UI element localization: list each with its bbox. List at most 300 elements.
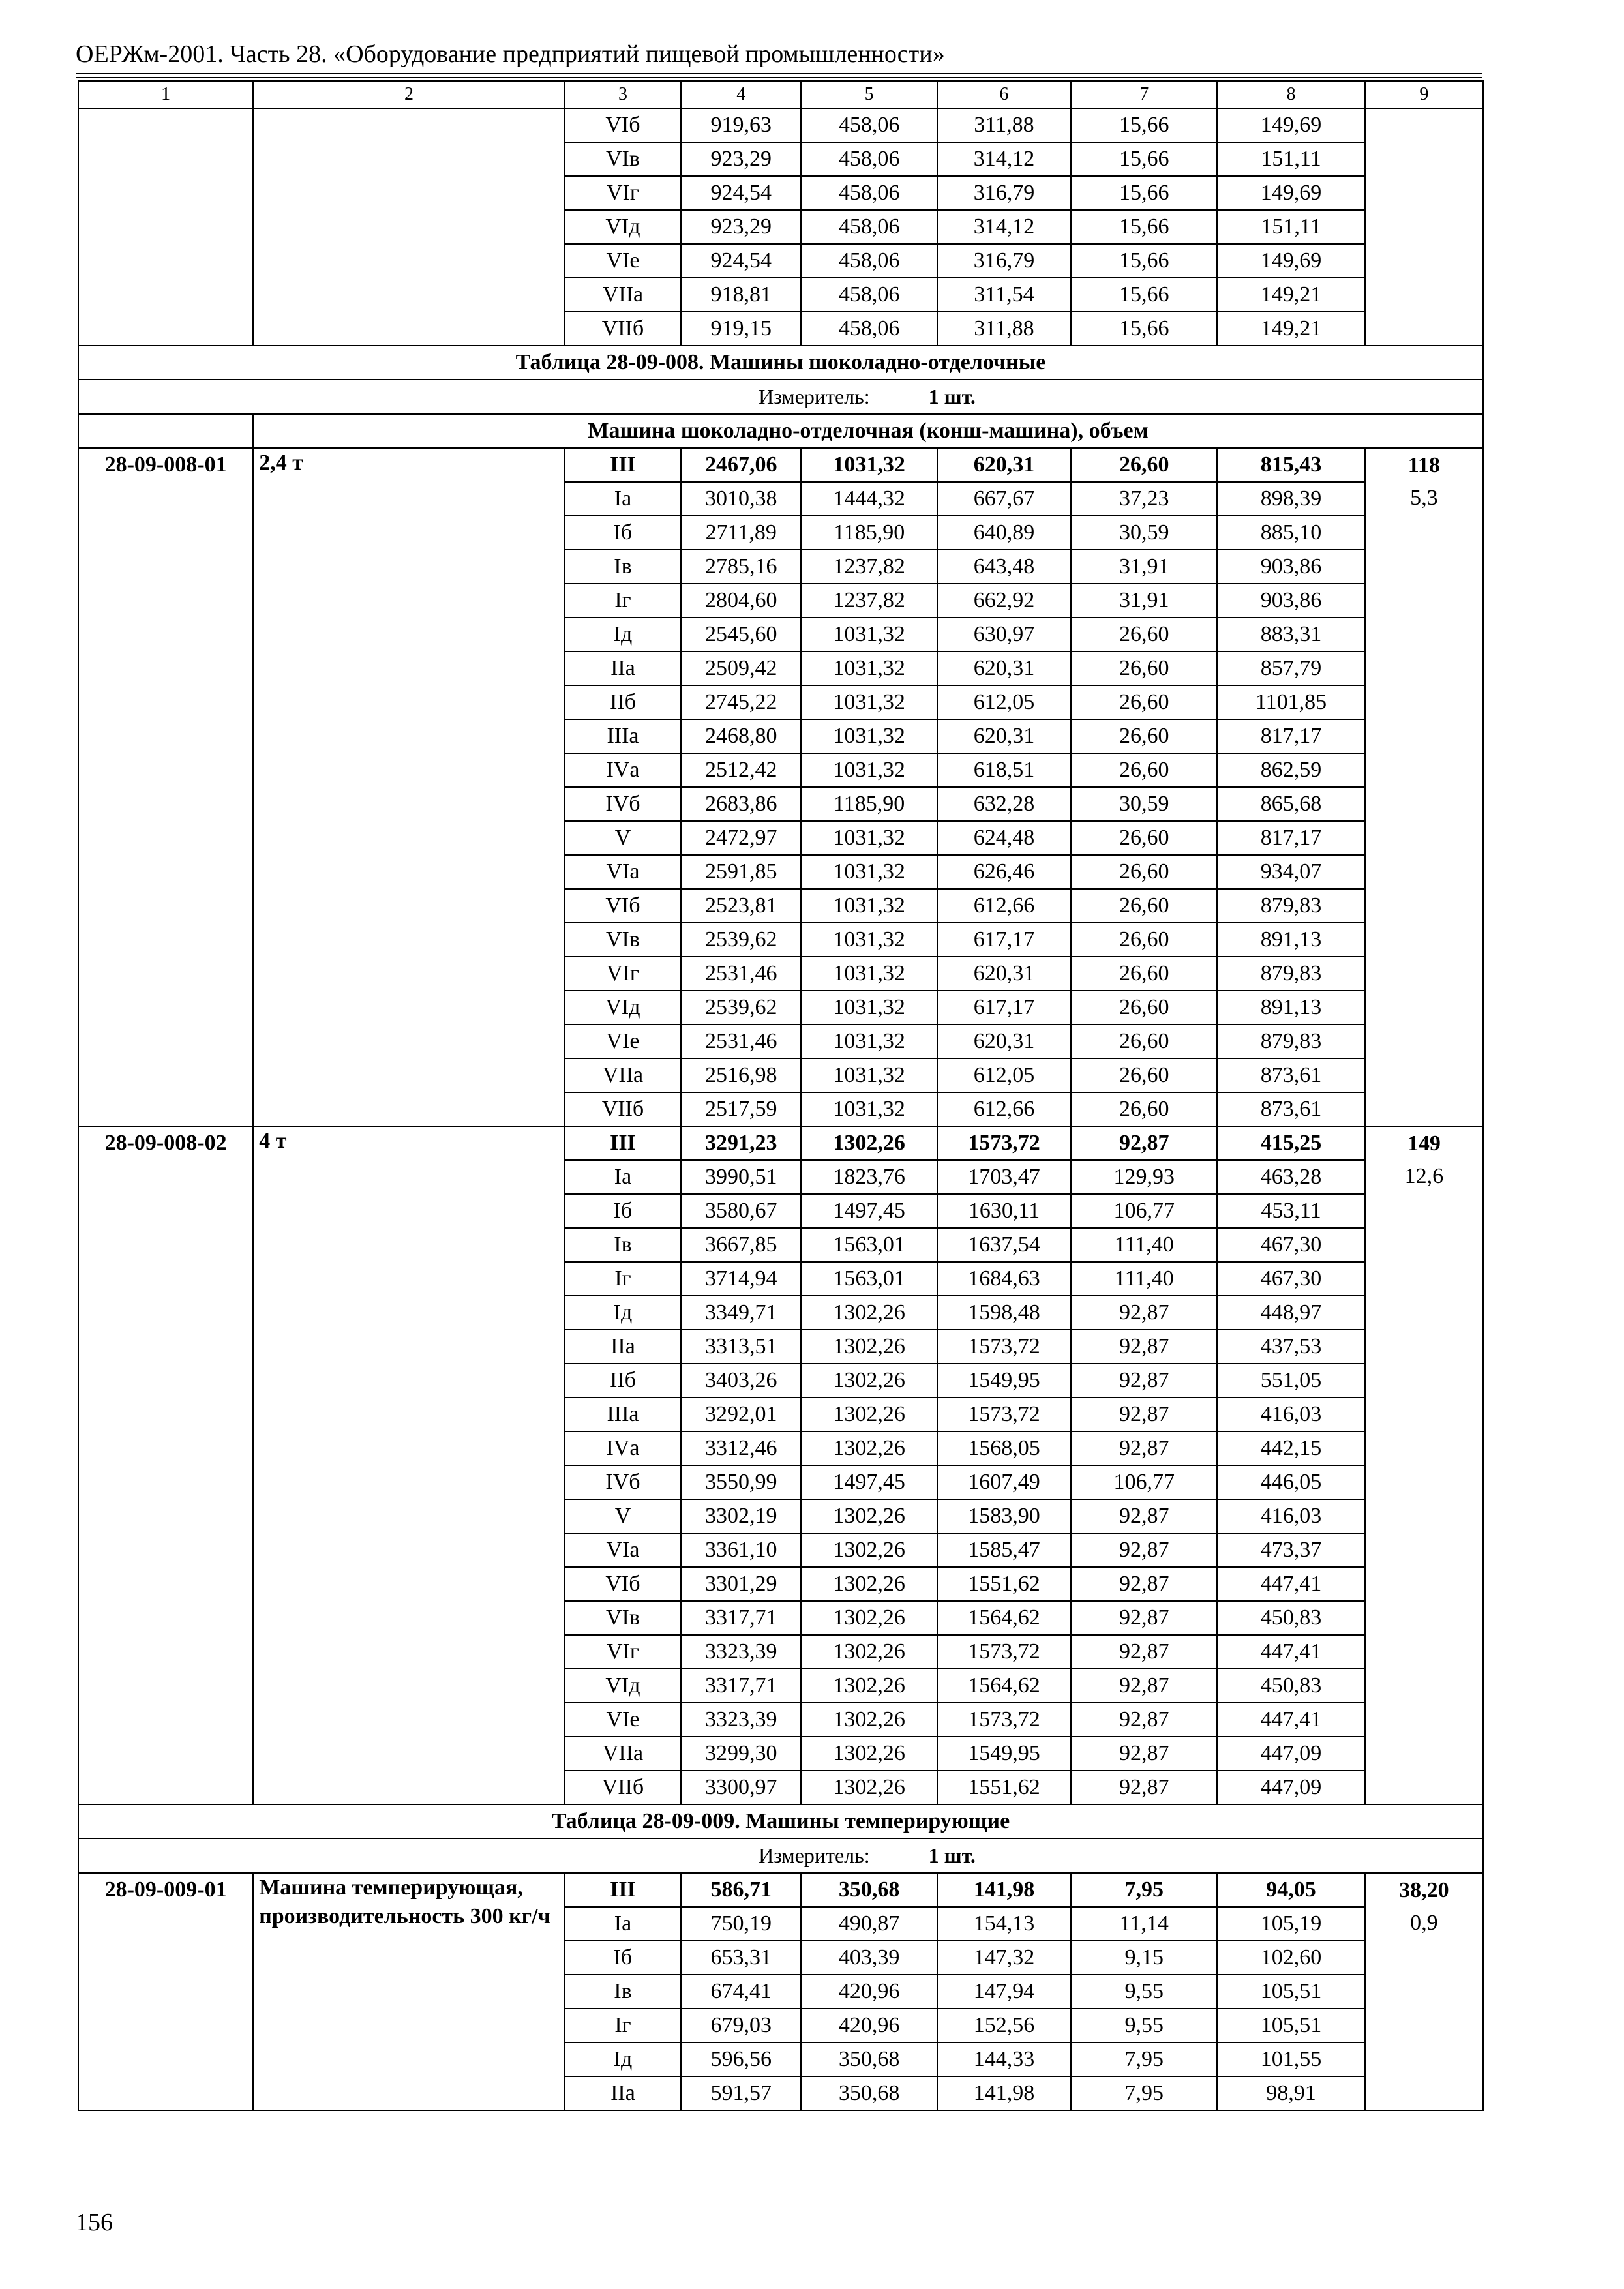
table-row	[78, 1126, 1483, 1160]
region-cell: Iд	[565, 618, 681, 651]
value-cell: 314,12	[937, 142, 1071, 176]
region-cell: VIIб	[565, 1092, 681, 1126]
value-cell: 1185,90	[801, 787, 937, 821]
value-cell: 1563,01	[801, 1228, 937, 1262]
value-cell: 26,60	[1071, 685, 1217, 719]
value-cell: 111,40	[1071, 1262, 1217, 1296]
value-cell: 92,87	[1071, 1635, 1217, 1669]
value-cell: 98,91	[1217, 2076, 1364, 2110]
value-cell: 591,57	[681, 2076, 801, 2110]
value-cell: 640,89	[937, 516, 1071, 550]
table-title-row	[78, 346, 1483, 380]
value-cell: 106,77	[1071, 1194, 1217, 1228]
value-cell: 1302,26	[801, 1126, 937, 1160]
value-cell: 15,66	[1071, 142, 1217, 176]
value-cell: 750,19	[681, 1907, 801, 1941]
value-cell: 1031,32	[801, 719, 937, 753]
value-cell: 923,29	[681, 142, 801, 176]
value-cell: 26,60	[1071, 1025, 1217, 1058]
value-cell: 9,55	[1071, 1975, 1217, 2009]
value-cell: 448,97	[1217, 1296, 1364, 1330]
region-cell: VIг	[565, 957, 681, 991]
measure-value: 1 шт.	[928, 1844, 976, 1867]
value-cell: 643,48	[937, 550, 1071, 584]
value-cell: 1563,01	[801, 1262, 937, 1296]
region-cell: VIе	[565, 1025, 681, 1058]
value-cell: 149,69	[1217, 244, 1364, 278]
value-cell: 467,30	[1217, 1262, 1364, 1296]
value-cell: 3317,71	[681, 1669, 801, 1703]
value-cell: 1703,47	[937, 1160, 1071, 1194]
value-cell: 473,37	[1217, 1533, 1364, 1567]
value-cell: 420,96	[801, 1975, 937, 2009]
value-cell: 7,95	[1071, 1873, 1217, 1907]
table-title: Таблица 28-09-009. Машины темперирующие	[78, 1804, 1483, 1838]
value-cell: 350,68	[801, 1873, 937, 1907]
value-cell: 3667,85	[681, 1228, 801, 1262]
value-cell: 3313,51	[681, 1330, 801, 1364]
value-cell: 1031,32	[801, 448, 937, 482]
value-cell: 2785,16	[681, 550, 801, 584]
value-cell: 415,25	[1217, 1126, 1364, 1160]
header-rule	[76, 77, 1482, 78]
code-cell	[78, 108, 253, 346]
value-cell: 102,60	[1217, 1941, 1364, 1975]
region-cell: VIв	[565, 142, 681, 176]
value-cell: 857,79	[1217, 651, 1364, 685]
measure-cell	[78, 380, 1483, 414]
column-number-row	[78, 81, 1483, 108]
table-body	[78, 81, 1483, 2110]
value-cell: 26,60	[1071, 719, 1217, 753]
value-cell: 1630,11	[937, 1194, 1071, 1228]
value-cell: 26,60	[1071, 923, 1217, 957]
value-cell: 3291,23	[681, 1126, 801, 1160]
value-cell: 141,98	[937, 1873, 1071, 1907]
region-cell: IIб	[565, 685, 681, 719]
value-cell: 1607,49	[937, 1465, 1071, 1499]
value-cell: 1302,26	[801, 1533, 937, 1567]
value-cell: 144,33	[937, 2042, 1071, 2076]
value-cell: 919,15	[681, 312, 801, 346]
value-cell: 490,87	[801, 1907, 937, 1941]
measure-cell	[78, 1838, 1483, 1873]
value-cell: 1237,82	[801, 584, 937, 618]
table-row	[78, 448, 1483, 482]
value-cell: 1031,32	[801, 821, 937, 855]
value-cell: 2509,42	[681, 651, 801, 685]
region-cell: III	[565, 1873, 681, 1907]
value-cell: 37,23	[1071, 482, 1217, 516]
value-cell: 141,98	[937, 2076, 1071, 2110]
column-number: 2	[253, 81, 565, 108]
value-cell: 403,39	[801, 1941, 937, 1975]
value-cell: 1031,32	[801, 991, 937, 1025]
value-cell: 15,66	[1071, 108, 1217, 142]
value-cell: 458,06	[801, 244, 937, 278]
value-cell: 1549,95	[937, 1364, 1071, 1398]
region-cell: VIIа	[565, 278, 681, 312]
code-cell: 28-09-009-01	[78, 1873, 253, 2110]
value-cell: 3580,67	[681, 1194, 801, 1228]
value-cell: 862,59	[1217, 753, 1364, 787]
value-cell: 3550,99	[681, 1465, 801, 1499]
page-number: 156	[76, 2209, 113, 2236]
value-cell: 316,79	[937, 244, 1071, 278]
name-cell: 2,4 т	[253, 448, 565, 1126]
value-cell: 2804,60	[681, 584, 801, 618]
region-cell: IIа	[565, 651, 681, 685]
region-cell: VIа	[565, 1533, 681, 1567]
measure-row	[78, 1838, 1483, 1873]
value-cell: 31,91	[1071, 584, 1217, 618]
value-cell: 420,96	[801, 2009, 937, 2042]
region-cell: VIIа	[565, 1737, 681, 1771]
value-cell: 15,66	[1071, 244, 1217, 278]
name-cell	[253, 108, 565, 346]
value-cell: 129,93	[1071, 1160, 1217, 1194]
value-cell: 919,63	[681, 108, 801, 142]
value-cell: 817,17	[1217, 821, 1364, 855]
value-cell: 624,48	[937, 821, 1071, 855]
extra-cell	[1365, 108, 1483, 346]
value-cell: 1302,26	[801, 1771, 937, 1804]
code-cell: 28-09-008-01	[78, 448, 253, 1126]
region-cell: VIIа	[565, 1058, 681, 1092]
value-cell: 149,69	[1217, 176, 1364, 210]
value-cell: 1823,76	[801, 1160, 937, 1194]
value-cell: 2683,86	[681, 787, 801, 821]
region-cell: Iд	[565, 1296, 681, 1330]
value-cell: 934,07	[1217, 855, 1364, 889]
region-cell: VIе	[565, 1703, 681, 1737]
value-cell: 311,88	[937, 312, 1071, 346]
value-cell: 879,83	[1217, 1025, 1364, 1058]
value-cell: 873,61	[1217, 1058, 1364, 1092]
value-cell: 151,11	[1217, 210, 1364, 244]
value-cell: 9,55	[1071, 2009, 1217, 2042]
value-cell: 2545,60	[681, 618, 801, 651]
region-cell: VIв	[565, 1601, 681, 1635]
value-cell: 458,06	[801, 142, 937, 176]
value-cell: 9,15	[1071, 1941, 1217, 1975]
region-cell: Iб	[565, 516, 681, 550]
value-cell: 3714,94	[681, 1262, 801, 1296]
value-cell: 586,71	[681, 1873, 801, 1907]
column-number: 9	[1365, 81, 1483, 108]
value-cell: 2531,46	[681, 1025, 801, 1058]
extra-cell: 5,3	[1365, 482, 1483, 1126]
value-cell: 2516,98	[681, 1058, 801, 1092]
value-cell: 11,14	[1071, 1907, 1217, 1941]
value-cell: 92,87	[1071, 1330, 1217, 1364]
value-cell: 817,17	[1217, 719, 1364, 753]
value-cell: 612,05	[937, 685, 1071, 719]
value-cell: 467,30	[1217, 1228, 1364, 1262]
value-cell: 92,87	[1071, 1398, 1217, 1431]
value-cell: 3302,19	[681, 1499, 801, 1533]
value-cell: 458,06	[801, 278, 937, 312]
extra-cell: 118	[1365, 448, 1483, 482]
region-cell: VIб	[565, 1567, 681, 1601]
column-number: 5	[801, 81, 937, 108]
value-cell: 447,41	[1217, 1567, 1364, 1601]
value-cell: 618,51	[937, 753, 1071, 787]
value-cell: 3299,30	[681, 1737, 801, 1771]
region-cell: VIг	[565, 176, 681, 210]
value-cell: 1185,90	[801, 516, 937, 550]
value-cell: 620,31	[937, 448, 1071, 482]
region-cell: VIб	[565, 108, 681, 142]
value-cell: 92,87	[1071, 1601, 1217, 1635]
measure-label: Измеритель:	[759, 385, 870, 408]
value-cell: 1444,32	[801, 482, 937, 516]
value-cell: 7,95	[1071, 2042, 1217, 2076]
value-cell: 26,60	[1071, 448, 1217, 482]
value-cell: 416,03	[1217, 1398, 1364, 1431]
region-cell: Iв	[565, 550, 681, 584]
subheader-row	[78, 414, 1483, 448]
region-cell: VIд	[565, 1669, 681, 1703]
value-cell: 152,56	[937, 2009, 1071, 2042]
region-cell: Iг	[565, 2009, 681, 2042]
region-cell: IIа	[565, 1330, 681, 1364]
code-cell: 28-09-008-02	[78, 1126, 253, 1804]
page-header: ОЕРЖм-2001. Часть 28. «Оборудование предприятий пищевой промышленности»	[76, 40, 945, 68]
value-cell: 891,13	[1217, 991, 1364, 1025]
column-number: 4	[681, 81, 801, 108]
region-cell: IIб	[565, 1364, 681, 1398]
value-cell: 1573,72	[937, 1126, 1071, 1160]
value-cell: 626,46	[937, 855, 1071, 889]
value-cell: 923,29	[681, 210, 801, 244]
value-cell: 1302,26	[801, 1431, 937, 1465]
value-cell: 92,87	[1071, 1364, 1217, 1398]
value-cell: 26,60	[1071, 889, 1217, 923]
value-cell: 662,92	[937, 584, 1071, 618]
value-cell: 463,28	[1217, 1160, 1364, 1194]
region-cell: Iб	[565, 1194, 681, 1228]
value-cell: 447,09	[1217, 1771, 1364, 1804]
value-cell: 92,87	[1071, 1567, 1217, 1601]
name-cell: Машина темперирующая, производительность 300 кг/ч	[253, 1873, 565, 2110]
value-cell: 26,60	[1071, 651, 1217, 685]
value-cell: 1302,26	[801, 1703, 937, 1737]
region-cell: Iг	[565, 1262, 681, 1296]
region-cell: IIIа	[565, 1398, 681, 1431]
region-cell: Iа	[565, 1907, 681, 1941]
value-cell: 458,06	[801, 176, 937, 210]
value-cell: 1568,05	[937, 1431, 1071, 1465]
value-cell: 149,69	[1217, 108, 1364, 142]
value-cell: 918,81	[681, 278, 801, 312]
table-row	[78, 108, 1483, 142]
value-cell: 147,94	[937, 1975, 1071, 2009]
value-cell: 612,05	[937, 1058, 1071, 1092]
value-cell: 101,55	[1217, 2042, 1364, 2076]
value-cell: 873,61	[1217, 1092, 1364, 1126]
value-cell: 26,60	[1071, 1092, 1217, 1126]
rates-table	[78, 80, 1484, 2111]
region-cell: IVа	[565, 753, 681, 787]
value-cell: 898,39	[1217, 482, 1364, 516]
region-cell: Iа	[565, 482, 681, 516]
value-cell: 903,86	[1217, 584, 1364, 618]
value-cell: 632,28	[937, 787, 1071, 821]
value-cell: 442,15	[1217, 1431, 1364, 1465]
value-cell: 674,41	[681, 1975, 801, 2009]
value-cell: 1573,72	[937, 1635, 1071, 1669]
region-cell: IIIа	[565, 719, 681, 753]
value-cell: 1031,32	[801, 651, 937, 685]
value-cell: 453,11	[1217, 1194, 1364, 1228]
value-cell: 891,13	[1217, 923, 1364, 957]
value-cell: 3300,97	[681, 1771, 801, 1804]
value-cell: 3010,38	[681, 482, 801, 516]
value-cell: 865,68	[1217, 787, 1364, 821]
value-cell: 883,31	[1217, 618, 1364, 651]
value-cell: 2539,62	[681, 991, 801, 1025]
region-cell: VIв	[565, 923, 681, 957]
value-cell: 3361,10	[681, 1533, 801, 1567]
value-cell: 596,56	[681, 2042, 801, 2076]
region-cell: Iд	[565, 2042, 681, 2076]
value-cell: 92,87	[1071, 1431, 1217, 1465]
value-cell: 92,87	[1071, 1703, 1217, 1737]
value-cell: 1031,32	[801, 957, 937, 991]
value-cell: 2467,06	[681, 448, 801, 482]
value-cell: 149,21	[1217, 312, 1364, 346]
value-cell: 903,86	[1217, 550, 1364, 584]
value-cell: 3292,01	[681, 1398, 801, 1431]
value-cell: 26,60	[1071, 957, 1217, 991]
value-cell: 2517,59	[681, 1092, 801, 1126]
value-cell: 94,05	[1217, 1873, 1364, 1907]
value-cell: 2512,42	[681, 753, 801, 787]
value-cell: 1237,82	[801, 550, 937, 584]
measure-row	[78, 380, 1483, 414]
region-cell: III	[565, 1126, 681, 1160]
value-cell: 885,10	[1217, 516, 1364, 550]
value-cell: 612,66	[937, 1092, 1071, 1126]
value-cell: 1637,54	[937, 1228, 1071, 1262]
value-cell: 314,12	[937, 210, 1071, 244]
value-cell: 1302,26	[801, 1398, 937, 1431]
value-cell: 630,97	[937, 618, 1071, 651]
value-cell: 3323,39	[681, 1635, 801, 1669]
value-cell: 450,83	[1217, 1601, 1364, 1635]
value-cell: 106,77	[1071, 1465, 1217, 1499]
value-cell: 2468,80	[681, 719, 801, 753]
name-cell: 4 т	[253, 1126, 565, 1804]
value-cell: 92,87	[1071, 1126, 1217, 1160]
value-cell: 1551,62	[937, 1771, 1071, 1804]
value-cell: 1031,32	[801, 1025, 937, 1058]
region-cell: VIIб	[565, 312, 681, 346]
value-cell: 92,87	[1071, 1296, 1217, 1330]
column-number: 6	[937, 81, 1071, 108]
value-cell: 879,83	[1217, 889, 1364, 923]
value-cell: 1549,95	[937, 1737, 1071, 1771]
value-cell: 620,31	[937, 719, 1071, 753]
value-cell: 416,03	[1217, 1499, 1364, 1533]
value-cell: 1302,26	[801, 1364, 937, 1398]
region-cell: IVб	[565, 1465, 681, 1499]
value-cell: 15,66	[1071, 312, 1217, 346]
value-cell: 1551,62	[937, 1567, 1071, 1601]
value-cell: 620,31	[937, 957, 1071, 991]
value-cell: 26,60	[1071, 855, 1217, 889]
value-cell: 815,43	[1217, 448, 1364, 482]
table-title-row	[78, 1804, 1483, 1838]
extra-cell: 38,20	[1365, 1873, 1483, 1907]
column-number: 1	[78, 81, 253, 108]
value-cell: 3312,46	[681, 1431, 801, 1465]
value-cell: 2531,46	[681, 957, 801, 991]
value-cell: 879,83	[1217, 957, 1364, 991]
extra-cell: 12,6	[1365, 1160, 1483, 1804]
code-cell	[78, 414, 253, 448]
value-cell: 3990,51	[681, 1160, 801, 1194]
region-cell: VIIб	[565, 1771, 681, 1804]
value-cell: 446,05	[1217, 1465, 1364, 1499]
region-cell: V	[565, 1499, 681, 1533]
value-cell: 26,60	[1071, 618, 1217, 651]
value-cell: 437,53	[1217, 1330, 1364, 1364]
value-cell: 447,41	[1217, 1703, 1364, 1737]
value-cell: 458,06	[801, 108, 937, 142]
value-cell: 1031,32	[801, 685, 937, 719]
value-cell: 149,21	[1217, 278, 1364, 312]
column-number: 7	[1071, 81, 1217, 108]
region-cell: V	[565, 821, 681, 855]
value-cell: 7,95	[1071, 2076, 1217, 2110]
value-cell: 1031,32	[801, 618, 937, 651]
value-cell: 316,79	[937, 176, 1071, 210]
value-cell: 1598,48	[937, 1296, 1071, 1330]
value-cell: 1302,26	[801, 1601, 937, 1635]
value-cell: 1302,26	[801, 1669, 937, 1703]
value-cell: 92,87	[1071, 1771, 1217, 1804]
value-cell: 1573,72	[937, 1703, 1071, 1737]
value-cell: 105,51	[1217, 2009, 1364, 2042]
region-cell: Iв	[565, 1228, 681, 1262]
value-cell: 1573,72	[937, 1398, 1071, 1431]
value-cell: 620,31	[937, 651, 1071, 685]
value-cell: 1031,32	[801, 889, 937, 923]
value-cell: 1031,32	[801, 1058, 937, 1092]
value-cell: 92,87	[1071, 1499, 1217, 1533]
value-cell: 1497,45	[801, 1465, 937, 1499]
value-cell: 1302,26	[801, 1330, 937, 1364]
subheader: Машина шоколадно-отделочная (конш-машина), объем	[253, 414, 1483, 448]
value-cell: 924,54	[681, 176, 801, 210]
value-cell: 2745,22	[681, 685, 801, 719]
value-cell: 26,60	[1071, 991, 1217, 1025]
region-cell: IVб	[565, 787, 681, 821]
value-cell: 447,09	[1217, 1737, 1364, 1771]
region-cell: Iб	[565, 1941, 681, 1975]
value-cell: 1302,26	[801, 1567, 937, 1601]
value-cell: 617,17	[937, 991, 1071, 1025]
value-cell: 2523,81	[681, 889, 801, 923]
value-cell: 3317,71	[681, 1601, 801, 1635]
region-cell: IIа	[565, 2076, 681, 2110]
region-cell: VIд	[565, 210, 681, 244]
value-cell: 458,06	[801, 312, 937, 346]
region-cell: Iг	[565, 584, 681, 618]
value-cell: 447,41	[1217, 1635, 1364, 1669]
